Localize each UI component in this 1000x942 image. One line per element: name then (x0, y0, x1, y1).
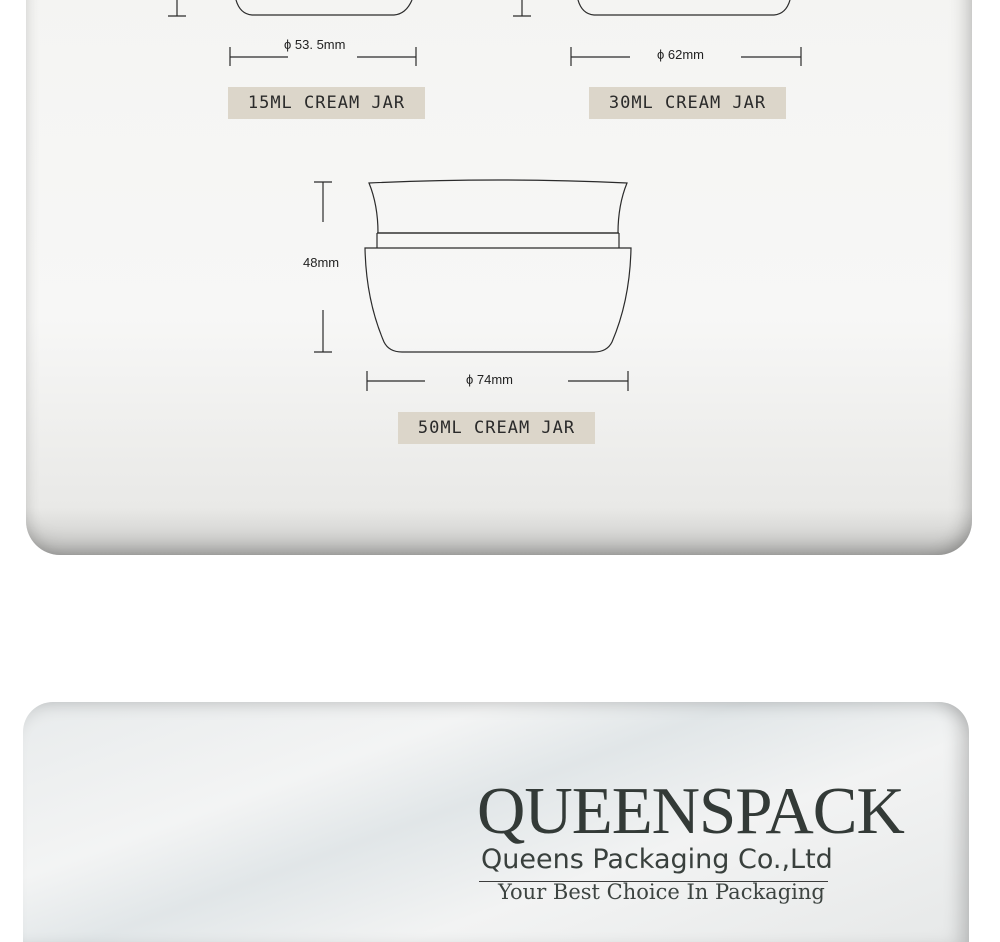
diameter-value-15ml: ϕ 53. 5mm (284, 37, 346, 52)
height-value-50ml: 48mm (303, 255, 340, 270)
label-30ml-cream-jar: 30ML CREAM JAR (589, 87, 786, 119)
company-name: Queens Packaging Co.,Ltd (481, 844, 833, 875)
jar-30ml-outline (578, 0, 790, 15)
label-50ml-cream-jar: 50ML CREAM JAR (398, 412, 595, 444)
jar-50ml-outline (365, 180, 631, 352)
label-15ml-cream-jar: 15ML CREAM JAR (228, 87, 425, 119)
jar-15ml-outline (236, 0, 412, 15)
brand-tagline: Your Best Choice In Packaging (498, 880, 825, 904)
diameter-value-30ml: ϕ 62mm (657, 47, 705, 62)
brand-name: QUEENSPACK (477, 774, 904, 848)
diameter-value-50ml: ϕ 74mm (466, 372, 514, 387)
